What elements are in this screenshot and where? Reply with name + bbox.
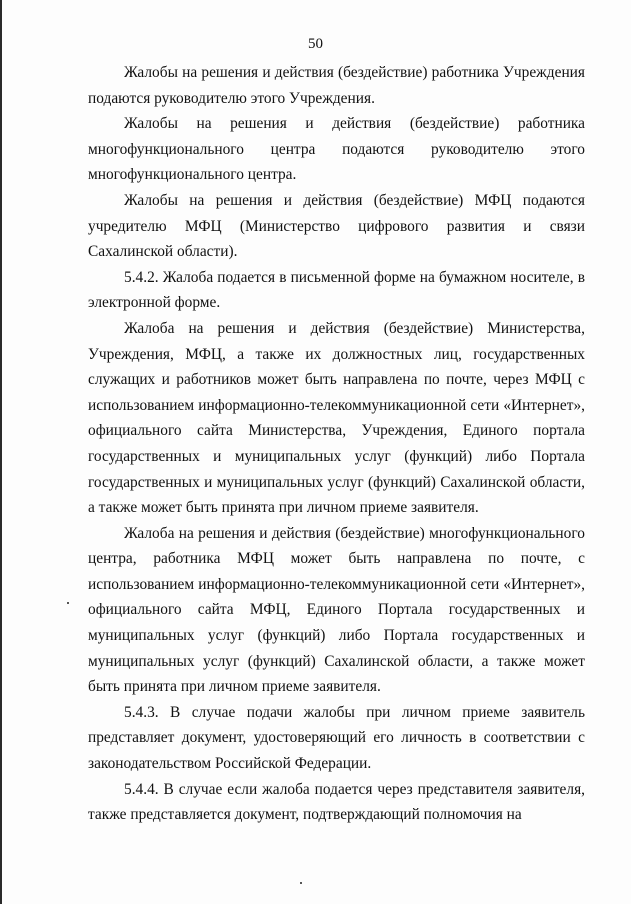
page-number: 50 xyxy=(308,36,323,52)
paragraph-5-4-3: 5.4.3. В случае подачи жалобы при личном приеме заявитель представляет документ, удостоверяющий его личность в соответствии с законодательством Российской Федерации. xyxy=(88,703,585,773)
scan-speck xyxy=(300,882,302,884)
paragraph-5-4-4: 5.4.4. В случае если жалоба подается через представителя заявителя, также представляется документ, подтверждающий полномочия на xyxy=(88,780,585,824)
scan-speck xyxy=(67,602,69,604)
document-body xyxy=(88,60,585,828)
paragraph-complaints-mfc-worker: Жалобы на решения и действия (бездействие) работника многофункционального центра подаются руководителю этого многофункционального центра. xyxy=(88,115,585,184)
paragraph-5-4-2: 5.4.2. Жалоба подается в письменной форме на бумажном носителе, в электронной форме. xyxy=(88,268,585,312)
paragraph-complaints-institution: Жалобы на решения и действия (бездействие) работника Учреждения подаются руководителю этого Учреждения. xyxy=(88,64,585,107)
paragraph-complaint-ministry: Жалоба на решения и действия (бездействие) Министерства, Учреждения, МФЦ, а также их должностных лиц, государственных служащих и работников может быть направлена по почте, через МФЦ с использованием информационно-телекоммуникационной сети «Интернет», официального сайта Министерства, Учреждения, Единого портала государственных и муниципальных услуг (функций) либо Портала государственных и муниципальных услуг (функций) Сахалинской области, а также может быть принята при личном приеме заявителя. xyxy=(88,319,585,517)
scan-border xyxy=(0,0,2,904)
paragraph-complaint-mfc-channels: Жалоба на решения и действия (бездействие) многофункционального центра, работника МФЦ может быть направлена по почте, с использованием информационно-телекоммуникационной сети «Интернет», официального сайта МФЦ, Единого Портала государственных и муниципальных услуг (функций) либо Портала государственных и муниципальных услуг (функций) Сахалинской области, а также может быть принята при личном приеме заявителя. xyxy=(88,524,585,696)
paragraph-complaints-mfc: Жалобы на решения и действия (бездействие) МФЦ подаются учредителю МФЦ (Министерство цифрового развития и связи Сахалинской области). xyxy=(88,191,585,261)
